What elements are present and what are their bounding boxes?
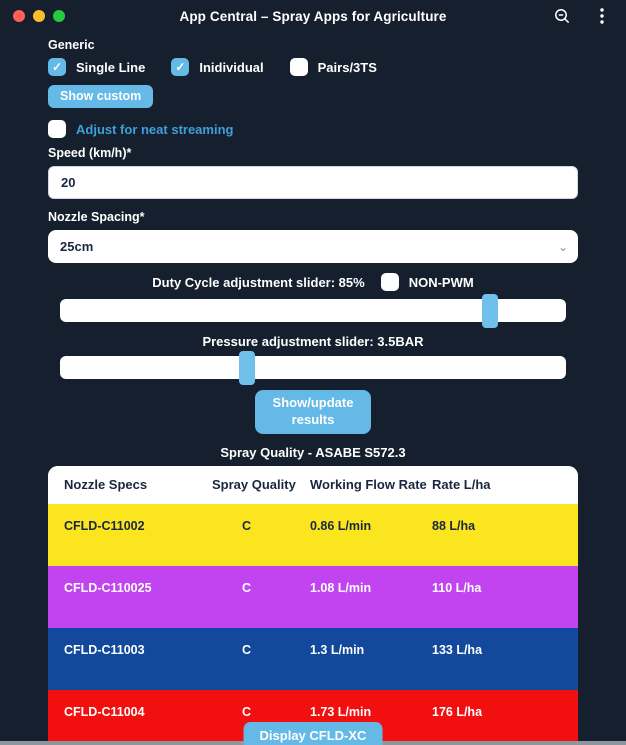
checkbox-label: NON-PWM: [408, 274, 474, 290]
nozzle-spacing-value: 25cm: [60, 239, 94, 254]
nozzle-spec-cell: CFLD-C110025: [64, 580, 152, 595]
flow-rate-cell: 0.86 L/min: [310, 518, 372, 533]
table-row: [48, 628, 578, 690]
group-label-generic: Generic: [48, 38, 95, 52]
spray-quality-cell: C: [242, 704, 252, 719]
nozzle-spacing-select[interactable]: [48, 230, 578, 263]
title-bar: [0, 0, 626, 32]
checkbox-pairs-3ts[interactable]: [290, 58, 377, 76]
table-header-row: [48, 466, 578, 504]
kebab-menu-icon[interactable]: [592, 6, 612, 26]
checkbox-icon[interactable]: [381, 273, 399, 291]
rate-cell: 110 L/ha: [432, 580, 482, 595]
checkbox-label: Pairs/3TS: [317, 59, 377, 75]
window-title: App Central – Spray Apps for Agriculture: [179, 8, 447, 24]
chevron-down-icon: ⌄: [557, 239, 568, 254]
results-heading: Spray Quality - ASABE S572.3: [220, 444, 406, 460]
show-update-results-button[interactable]: Show/update results: [255, 390, 371, 434]
checkbox-individual[interactable]: [171, 58, 263, 76]
nozzle-spec-cell: CFLD-C11002: [64, 518, 145, 533]
table-row: [48, 566, 578, 628]
speed-input[interactable]: [48, 166, 578, 199]
nozzle-spec-cell: CFLD-C11003: [64, 642, 145, 657]
checkbox-icon[interactable]: [48, 120, 66, 138]
nozzle-spec-cell: CFLD-C11004: [64, 704, 145, 719]
table-row: [48, 504, 578, 566]
rate-cell: 88 L/ha: [432, 518, 476, 533]
pressure-slider-handle[interactable]: [239, 351, 255, 385]
flow-rate-cell: 1.08 L/min: [310, 580, 372, 595]
duty-cycle-slider-handle[interactable]: [482, 294, 498, 328]
spray-quality-cell: C: [242, 580, 252, 595]
duty-cycle-slider-label: Duty Cycle adjustment slider: 85%: [152, 274, 365, 290]
display-cfld-xc-button[interactable]: Display CFLD-XC: [244, 722, 383, 745]
results-table: [48, 466, 578, 745]
speed-field-label: Speed (km/h)*: [48, 146, 132, 160]
checkbox-icon[interactable]: [171, 58, 189, 76]
column-header-nozzle-specs: Nozzle Specs: [64, 477, 148, 493]
checkbox-icon[interactable]: [48, 58, 66, 76]
flow-rate-cell: 1.73 L/min: [310, 704, 372, 719]
checkbox-single-line[interactable]: [48, 58, 145, 76]
checkbox-neat-streaming[interactable]: [48, 120, 578, 138]
checkbox-label: Adjust for neat streaming: [76, 121, 234, 137]
rate-cell: 133 L/ha: [432, 642, 483, 657]
flow-rate-cell: 1.3 L/min: [310, 642, 365, 657]
mode-checkbox-row: [48, 58, 578, 76]
nozzle-spacing-label: Nozzle Spacing*: [48, 210, 145, 224]
pressure-slider-label: Pressure adjustment slider: 3.5BAR: [202, 334, 424, 349]
column-header-rate-l-ha: Rate L/ha: [432, 477, 491, 493]
checkbox-label: Single Line: [76, 59, 146, 75]
duty-cycle-slider-track[interactable]: [60, 299, 566, 322]
rate-cell: 176 L/ha: [432, 704, 483, 719]
spray-quality-cell: C: [242, 518, 252, 533]
checkbox-label: Inidividual: [199, 59, 264, 75]
column-header-working-flow-rate: Working Flow Rate: [310, 477, 427, 493]
spray-quality-cell: C: [242, 642, 252, 657]
search-icon[interactable]: [552, 6, 572, 26]
pressure-slider-track[interactable]: [60, 356, 566, 379]
checkbox-non-pwm[interactable]: [381, 273, 474, 291]
checkbox-icon[interactable]: [290, 58, 308, 76]
show-custom-button[interactable]: Show custom: [48, 85, 153, 108]
column-header-spray-quality: Spray Quality: [212, 477, 296, 493]
